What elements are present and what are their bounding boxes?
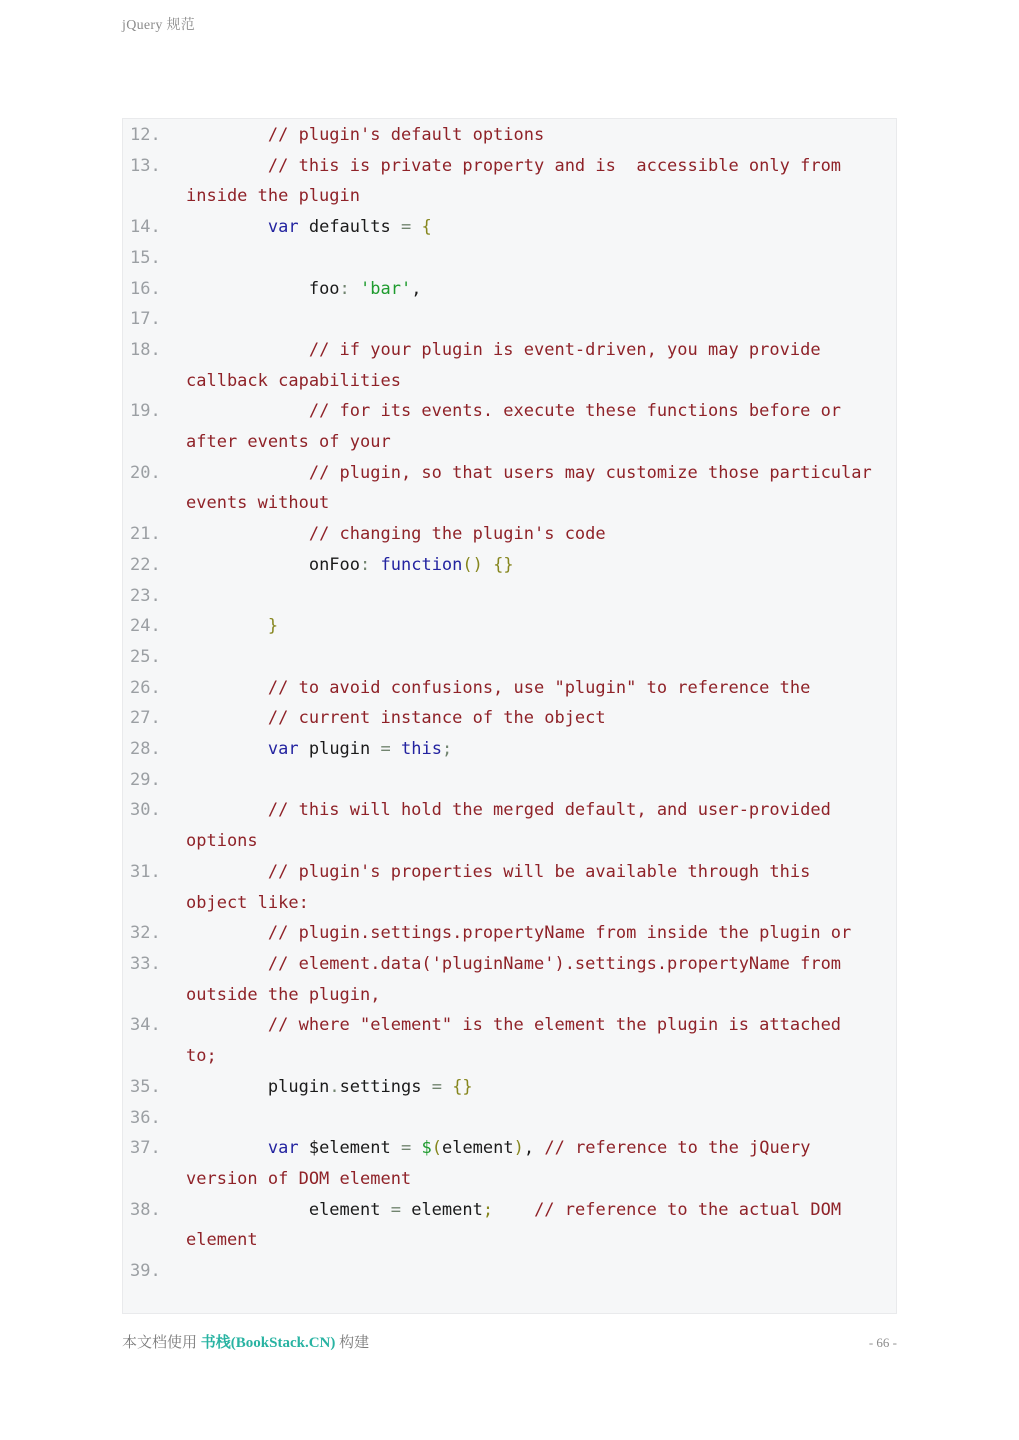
code-line — [130, 243, 896, 274]
code-line — [130, 396, 896, 457]
footer-credit-suffix: 构建 — [335, 1335, 370, 1351]
code-line — [130, 918, 896, 949]
code-line — [130, 673, 896, 704]
code-token-comment: // if your plugin is event-driven, you may provide callback capabilities — [186, 339, 831, 391]
code-token-plain: , — [523, 1138, 545, 1159]
code-token-operator: : — [339, 278, 350, 299]
code-line — [130, 1010, 896, 1071]
line-number: 17. — [130, 309, 161, 330]
code-line — [130, 1103, 896, 1134]
code-line — [130, 151, 896, 212]
code-token-bracket: () — [462, 554, 483, 575]
line-number: 39. — [130, 1261, 161, 1282]
line-number: 19. — [130, 401, 161, 422]
code-token-plain: $element — [298, 1138, 401, 1159]
line-number: 28. — [130, 739, 161, 760]
code-text — [186, 151, 877, 212]
code-token-operator: = — [400, 217, 412, 238]
code-token-keyword: this — [401, 739, 442, 760]
code-text — [186, 581, 877, 612]
code-token-comment: // where "element" is the element the plugin is attached to; — [186, 1015, 852, 1067]
code-line — [130, 519, 896, 550]
line-number: 21. — [130, 524, 161, 545]
code-text — [186, 949, 877, 1010]
code-line — [130, 550, 896, 581]
code-token-plain: element — [441, 1138, 514, 1159]
code-token-plain — [186, 616, 268, 636]
line-number: 20. — [130, 462, 161, 483]
code-text — [186, 1072, 877, 1103]
code-text — [186, 335, 877, 396]
code-token-string: $ — [421, 1138, 432, 1159]
code-text — [186, 120, 877, 151]
code-token-comment: // this will hold the merged default, and user-provided options — [186, 800, 842, 852]
code-line — [130, 703, 896, 734]
code-text — [186, 1133, 877, 1194]
code-text — [186, 1195, 877, 1256]
code-token-plain — [186, 1138, 268, 1158]
code-token-plain — [391, 739, 401, 759]
line-number: 34. — [130, 1015, 161, 1036]
code-token-comment: // this is private property and is accessible only from inside the plugin — [186, 155, 852, 207]
code-line — [130, 1072, 896, 1103]
code-token-plain — [411, 1138, 421, 1158]
code-text — [186, 734, 877, 765]
code-token-operator: . — [329, 1076, 340, 1097]
code-token-operator: = — [390, 1199, 401, 1220]
code-text — [186, 212, 877, 243]
code-token-bracket: {} — [493, 554, 514, 575]
line-number: 22. — [130, 554, 161, 575]
code-text — [186, 795, 877, 856]
code-token-plain: foo — [186, 278, 340, 299]
code-token-keyword: var — [267, 739, 299, 760]
code-token-plain: settings — [339, 1076, 432, 1097]
code-token-plain: plugin — [298, 739, 381, 760]
line-number: 24. — [130, 616, 161, 637]
code-line — [130, 335, 896, 396]
line-number: 12. — [130, 125, 161, 145]
code-token-operator: ; — [441, 739, 453, 760]
code-text — [186, 519, 877, 550]
code-token-comment: // current instance of the object — [186, 708, 606, 729]
document-title: jQuery 规范 — [122, 18, 196, 33]
code-token-comment: // plugin, so that users may customize those particular events without — [186, 462, 882, 514]
code-token-comment: // to avoid confusions, use "plugin" to reference the — [186, 677, 811, 698]
code-line — [130, 458, 896, 519]
code-token-bracket: { — [421, 217, 432, 238]
code-token-comment: // element.data('pluginName').settings.propertyName from outside the plugin, — [186, 953, 852, 1005]
code-token-operator: : — [360, 554, 371, 575]
line-number: 31. — [130, 861, 161, 882]
code-token-comment: // plugin.settings.propertyName from inside the plugin or — [186, 923, 852, 944]
code-token-bracket: {} — [452, 1076, 473, 1097]
line-number: 13. — [130, 155, 161, 176]
code-token-plain — [350, 279, 360, 299]
line-number: 27. — [130, 708, 161, 729]
code-text — [186, 396, 877, 457]
code-text — [186, 611, 877, 642]
code-token-keyword: var — [267, 217, 299, 238]
line-number: 30. — [130, 800, 161, 821]
footer-credit — [122, 1331, 369, 1352]
code-token-comment: // changing the plugin's code — [186, 524, 606, 545]
code-line — [130, 1195, 896, 1256]
line-number: 37. — [130, 1138, 161, 1159]
code-text — [186, 1010, 877, 1071]
code-line — [130, 274, 896, 305]
page-footer — [122, 1331, 897, 1352]
code-token-plain — [186, 739, 268, 759]
code-token-plain: element — [400, 1199, 483, 1220]
code-token-plain — [186, 217, 268, 237]
code-line — [130, 949, 896, 1010]
page-header — [122, 14, 195, 34]
code-text — [186, 1256, 877, 1287]
code-token-plain: onFoo — [186, 554, 361, 575]
code-line — [130, 765, 896, 796]
code-token-comment: // for its events. execute these functions before or after events of your — [186, 401, 852, 453]
code-token-plain: element — [186, 1199, 391, 1220]
code-line — [130, 611, 896, 642]
code-line — [130, 642, 896, 673]
code-token-plain — [370, 555, 380, 575]
bookstack-link[interactable]: 书栈(BookStack.CN) — [200, 1335, 336, 1351]
code-token-bracket: } — [267, 616, 279, 637]
line-number: 32. — [130, 923, 161, 944]
code-token-plain — [411, 217, 421, 237]
line-number: 16. — [130, 278, 161, 299]
code-token-string: 'bar' — [360, 278, 412, 299]
line-number: 23. — [130, 585, 161, 606]
line-number: 15. — [130, 247, 161, 268]
code-token-operator: = — [431, 1076, 442, 1097]
code-token-plain — [483, 555, 493, 575]
line-number: 29. — [130, 769, 161, 790]
code-line — [130, 795, 896, 856]
code-token-plain — [442, 1077, 452, 1097]
code-token-comment: // reference to the actual DOM element — [186, 1199, 852, 1251]
footer-credit-prefix: 本文档使用 — [122, 1335, 201, 1351]
code-token-plain: plugin — [186, 1076, 330, 1097]
line-number: 26. — [130, 677, 161, 698]
code-text — [186, 458, 882, 519]
code-line — [130, 1133, 896, 1194]
code-token-bracket: ; — [482, 1199, 494, 1220]
code-line — [130, 857, 896, 918]
line-number: 33. — [130, 953, 161, 974]
code-line — [130, 734, 896, 765]
code-token-comment: // plugin's properties will be available through this object like: — [186, 861, 821, 913]
code-text — [186, 918, 877, 949]
code-token-operator: = — [380, 739, 391, 760]
code-text — [186, 550, 877, 581]
code-token-operator: = — [400, 1138, 412, 1159]
code-text — [186, 673, 877, 704]
line-number: 14. — [130, 217, 161, 238]
page-number: - 66 - — [868, 1335, 897, 1350]
line-number: 25. — [130, 646, 161, 667]
line-number: 18. — [130, 339, 161, 360]
code-text — [186, 274, 877, 305]
line-number: 38. — [130, 1199, 161, 1220]
code-token-plain — [493, 1200, 534, 1220]
code-block — [122, 118, 897, 1314]
code-token-keyword: var — [267, 1138, 299, 1159]
code-line — [130, 304, 896, 335]
code-token-plain: , — [411, 278, 422, 299]
code-token-plain: defaults — [298, 217, 401, 238]
code-text — [186, 304, 877, 335]
code-text — [186, 765, 877, 796]
code-token-bracket: ) — [513, 1138, 524, 1159]
code-line — [130, 581, 896, 612]
code-text — [186, 857, 877, 918]
code-token-comment: // plugin's default options — [186, 125, 545, 145]
code-line — [130, 120, 896, 151]
code-text — [186, 1103, 877, 1134]
code-line — [130, 212, 896, 243]
code-text — [186, 243, 877, 274]
code-text — [186, 642, 877, 673]
line-number: 36. — [130, 1107, 161, 1128]
code-token-comment: // reference to the jQuery version of DOM element — [186, 1138, 821, 1189]
code-token-keyword: function — [380, 554, 463, 575]
code-text — [186, 703, 877, 734]
code-token-bracket: ( — [431, 1138, 442, 1159]
line-number: 35. — [130, 1076, 161, 1097]
code-line — [130, 1256, 896, 1287]
